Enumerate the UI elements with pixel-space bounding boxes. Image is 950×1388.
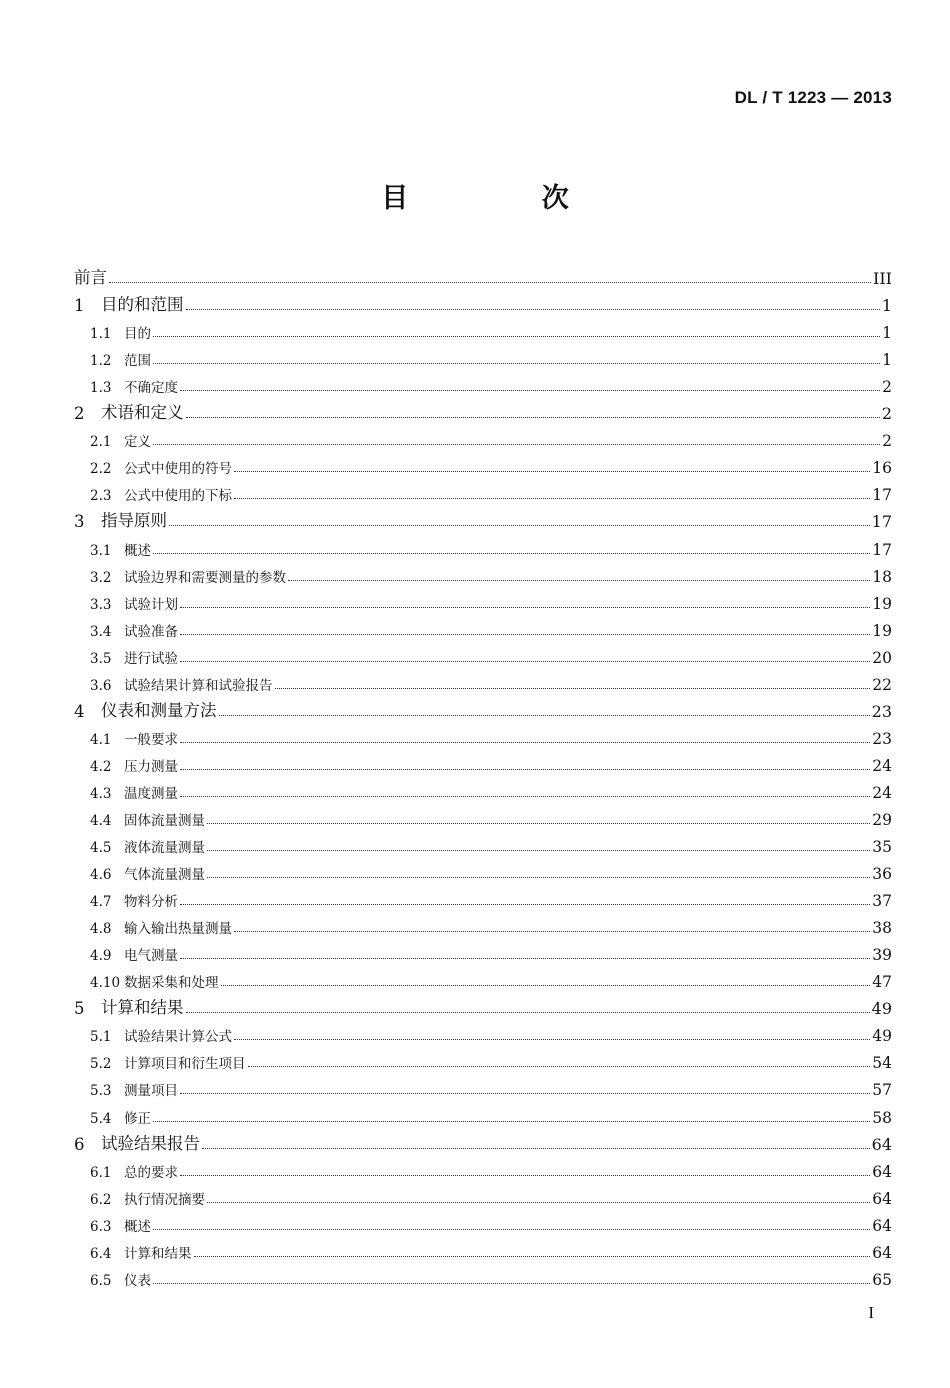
toc-entry-label: 进行试验	[124, 650, 178, 667]
toc-entry-page: III	[873, 269, 892, 289]
toc-entry-page: 65	[872, 1270, 892, 1289]
toc-entry-number: 3.4	[90, 623, 112, 640]
toc-entry[interactable]	[74, 505, 892, 532]
toc-dot-leader	[207, 823, 870, 824]
toc-dot-leader	[180, 634, 870, 635]
toc-entry-page: 54	[872, 1054, 892, 1073]
toc-entry-label: 仪表和测量方法	[101, 700, 217, 720]
toc-entry-page: 2	[882, 432, 892, 451]
toc-entry[interactable]	[74, 776, 892, 803]
toc-entry-page: 64	[872, 1216, 892, 1235]
toc-dot-leader	[194, 1256, 871, 1257]
toc-entry-label: 试验结果报告	[101, 1133, 200, 1153]
toc-dot-leader	[180, 390, 880, 391]
toc-entry-label: 概述	[124, 542, 151, 559]
toc-entry[interactable]	[74, 965, 892, 992]
toc-entry-page: 1	[882, 324, 892, 343]
toc-entry-number: 4.7	[90, 894, 112, 911]
toc-entry-page: 35	[872, 838, 892, 857]
toc-entry-label: 电气测量	[124, 948, 178, 965]
toc-dot-leader	[153, 336, 880, 337]
toc-entry-label: 试验准备	[124, 623, 178, 640]
toc-dot-leader	[207, 1202, 870, 1203]
toc-entry-page: 1	[881, 296, 892, 316]
toc-entry[interactable]	[74, 749, 892, 776]
toc-entry-page: 22	[872, 675, 892, 694]
toc-entry-number: 4.3	[90, 785, 112, 802]
toc-entry-label: 修正	[124, 1110, 151, 1127]
toc-entry[interactable]	[74, 1263, 892, 1290]
toc-dot-leader	[234, 498, 870, 499]
toc-entry-label: 目的和范围	[101, 295, 184, 315]
toc-dot-leader	[288, 580, 870, 581]
toc-entry-label: 总的要求	[124, 1164, 178, 1181]
toc-entry-label: 计算和结果	[124, 1245, 192, 1262]
page-title: 目 次	[381, 183, 631, 214]
toc-entry[interactable]	[74, 478, 892, 505]
toc-dot-leader	[153, 1283, 870, 1284]
toc-entry-page: 18	[872, 567, 892, 586]
toc-entry-page: 19	[872, 621, 892, 640]
toc-entry[interactable]	[74, 992, 892, 1019]
toc-entry-page: 24	[872, 756, 892, 775]
toc-dot-leader	[169, 525, 870, 526]
toc-entry-number: 4.5	[90, 840, 112, 857]
toc-entry-page: 16	[872, 459, 892, 478]
toc-entry[interactable]	[74, 938, 892, 965]
toc-entry[interactable]	[74, 1100, 892, 1127]
toc-entry-number: 1.3	[90, 380, 112, 397]
toc-dot-leader	[153, 444, 880, 445]
toc-entry-number: 5	[74, 999, 85, 1019]
toc-entry-number: 5.4	[90, 1110, 112, 1127]
toc-entry-number: 2	[74, 404, 85, 424]
toc-entry-number: 4.1	[90, 731, 112, 748]
toc-entry-number: 5.2	[90, 1056, 112, 1073]
toc-dot-leader	[180, 1093, 870, 1094]
toc-entry-page: 49	[871, 999, 892, 1019]
toc-dot-leader	[221, 985, 871, 986]
toc-entry[interactable]	[74, 316, 892, 343]
toc-entry-label: 压力测量	[124, 758, 178, 775]
toc-entry-label: 数据采集和处理	[124, 975, 219, 992]
toc-entry-page: 20	[872, 648, 892, 667]
toc-entry[interactable]	[74, 722, 892, 749]
toc-entry-number: 3	[74, 512, 85, 532]
toc-entry-label: 试验结果计算和试验报告	[124, 677, 273, 694]
toc-dot-leader	[180, 661, 870, 662]
toc-entry[interactable]	[74, 1209, 892, 1236]
page-number: I	[868, 1303, 874, 1322]
toc-entry[interactable]	[74, 641, 892, 668]
toc-entry[interactable]	[74, 695, 892, 722]
toc-entry-label: 前言	[74, 268, 107, 288]
toc-dot-leader	[186, 309, 880, 310]
toc-entry-page: 23	[871, 701, 892, 721]
table-of-contents	[74, 262, 892, 1290]
toc-entry[interactable]	[74, 370, 892, 397]
toc-entry[interactable]	[74, 911, 892, 938]
toc-entry-page: 2	[881, 404, 892, 424]
toc-entry-page: 57	[872, 1081, 892, 1100]
toc-entry-number: 1.2	[90, 353, 112, 370]
toc-dot-leader	[180, 796, 870, 797]
toc-entry-page: 58	[872, 1108, 892, 1127]
toc-dot-leader	[180, 1175, 870, 1176]
toc-entry-number: 1	[74, 296, 85, 316]
toc-entry-number: 6.1	[90, 1164, 112, 1181]
toc-entry-number: 4.4	[90, 812, 112, 829]
toc-entry[interactable]	[74, 668, 892, 695]
toc-entry-number: 2.2	[90, 461, 112, 478]
toc-entry[interactable]	[74, 424, 892, 451]
toc-entry-page: 64	[872, 1189, 892, 1208]
toc-dot-leader	[180, 958, 870, 959]
toc-entry-page: 24	[872, 783, 892, 802]
toc-entry-page: 17	[872, 540, 892, 559]
toc-entry-label: 一般要求	[124, 731, 178, 748]
toc-dot-leader	[109, 282, 871, 283]
toc-entry-page: 47	[872, 973, 892, 992]
toc-dot-leader	[207, 850, 870, 851]
toc-entry-number: 4.2	[90, 758, 112, 775]
toc-entry-number: 4.8	[90, 921, 112, 938]
toc-entry[interactable]	[74, 587, 892, 614]
toc-dot-leader	[202, 1148, 870, 1149]
toc-entry-number: 3.6	[90, 677, 112, 694]
toc-entry-number: 4.10	[90, 975, 121, 992]
toc-entry[interactable]	[74, 1236, 892, 1263]
toc-dot-leader	[180, 607, 870, 608]
toc-entry-number: 4.9	[90, 948, 112, 965]
toc-entry-number: 4.6	[90, 867, 112, 884]
toc-entry-label: 固体流量测量	[124, 812, 205, 829]
toc-entry-label: 定义	[124, 434, 151, 451]
toc-dot-leader	[180, 769, 870, 770]
toc-dot-leader	[153, 363, 880, 364]
toc-entry[interactable]	[74, 803, 892, 830]
toc-entry[interactable]	[74, 1182, 892, 1209]
toc-entry-number: 6.2	[90, 1191, 112, 1208]
toc-entry-number: 3.5	[90, 650, 112, 667]
toc-entry-label: 术语和定义	[101, 403, 184, 423]
toc-entry[interactable]	[74, 1046, 892, 1073]
toc-dot-leader	[153, 1229, 870, 1230]
toc-entry-number: 6.5	[90, 1272, 112, 1289]
toc-dot-leader	[248, 1066, 871, 1067]
toc-entry-number: 1.1	[90, 326, 112, 343]
toc-entry-label: 温度测量	[124, 785, 178, 802]
toc-entry-page: 37	[872, 892, 892, 911]
toc-entry-page: 39	[872, 946, 892, 965]
toc-entry[interactable]	[74, 560, 892, 587]
toc-dot-leader	[180, 742, 870, 743]
toc-entry-page: 64	[872, 1162, 892, 1181]
toc-entry-number: 6.3	[90, 1218, 112, 1235]
toc-entry[interactable]	[74, 614, 892, 641]
toc-entry-page: 19	[872, 594, 892, 613]
toc-entry-label: 测量项目	[124, 1083, 178, 1100]
toc-entry-page: 29	[872, 810, 892, 829]
toc-entry-number: 5.3	[90, 1083, 112, 1100]
toc-entry-label: 试验结果计算公式	[124, 1029, 232, 1046]
toc-entry-number: 2.3	[90, 488, 112, 505]
toc-entry-number: 2.1	[90, 434, 112, 451]
toc-entry-label: 液体流量测量	[124, 840, 205, 857]
toc-entry[interactable]	[74, 884, 892, 911]
toc-entry[interactable]	[74, 1155, 892, 1182]
toc-entry-number: 4	[74, 701, 85, 721]
toc-dot-leader	[207, 877, 870, 878]
toc-entry-page: 1	[882, 351, 892, 370]
toc-entry-page: 2	[882, 378, 892, 397]
toc-entry-number: 3.2	[90, 569, 112, 586]
toc-dot-leader	[275, 688, 871, 689]
toc-entry-label: 概述	[124, 1218, 151, 1235]
toc-entry[interactable]	[74, 289, 892, 316]
toc-dot-leader	[186, 417, 880, 418]
toc-dot-leader	[153, 553, 870, 554]
toc-entry[interactable]	[74, 857, 892, 884]
toc-entry-page: 38	[872, 919, 892, 938]
toc-entry[interactable]	[74, 451, 892, 478]
toc-entry-label: 不确定度	[124, 380, 178, 397]
toc-entry[interactable]	[74, 532, 892, 559]
toc-entry-label: 仪表	[124, 1272, 151, 1289]
toc-entry[interactable]	[74, 1128, 892, 1155]
toc-entry[interactable]	[74, 1073, 892, 1100]
toc-entry-number: 6.4	[90, 1245, 112, 1262]
standard-code: DL / T 1223 — 2013	[734, 88, 892, 107]
toc-entry-label: 范围	[124, 353, 151, 370]
toc-entry-label: 执行情况摘要	[124, 1191, 205, 1208]
toc-entry-number: 3.3	[90, 596, 112, 613]
toc-entry-label: 试验计划	[124, 596, 178, 613]
toc-dot-leader	[186, 1012, 870, 1013]
toc-entry[interactable]	[74, 830, 892, 857]
toc-dot-leader	[234, 1039, 870, 1040]
toc-entry-page: 17	[872, 486, 892, 505]
toc-entry-label: 计算和结果	[101, 998, 184, 1018]
toc-entry-page: 17	[871, 512, 892, 532]
toc-entry-label: 气体流量测量	[124, 867, 205, 884]
toc-entry[interactable]	[74, 262, 892, 289]
toc-entry[interactable]	[74, 1019, 892, 1046]
toc-entry-number: 6	[74, 1134, 85, 1154]
toc-entry-page: 49	[872, 1027, 892, 1046]
toc-dot-leader	[180, 904, 870, 905]
toc-entry-page: 64	[871, 1134, 892, 1154]
toc-dot-leader	[234, 931, 870, 932]
toc-entry-page: 23	[872, 729, 892, 748]
toc-dot-leader	[219, 715, 870, 716]
toc-dot-leader	[234, 471, 870, 472]
toc-dot-leader	[153, 1121, 870, 1122]
toc-entry-label: 输入输出热量测量	[124, 921, 232, 938]
toc-entry-label: 计算项目和衍生项目	[124, 1056, 246, 1073]
toc-entry-page: 64	[872, 1243, 892, 1262]
toc-entry-label: 试验边界和需要测量的参数	[124, 569, 286, 586]
toc-entry[interactable]	[74, 343, 892, 370]
toc-entry-label: 物料分析	[124, 894, 178, 911]
toc-entry-label: 目的	[124, 326, 151, 343]
toc-entry-number: 5.1	[90, 1029, 112, 1046]
toc-entry-page: 36	[872, 865, 892, 884]
toc-entry-label: 公式中使用的下标	[124, 488, 232, 505]
toc-entry-label: 指导原则	[101, 511, 167, 531]
toc-entry[interactable]	[74, 397, 892, 424]
toc-entry-label: 公式中使用的符号	[124, 461, 232, 478]
toc-entry-number: 3.1	[90, 542, 112, 559]
